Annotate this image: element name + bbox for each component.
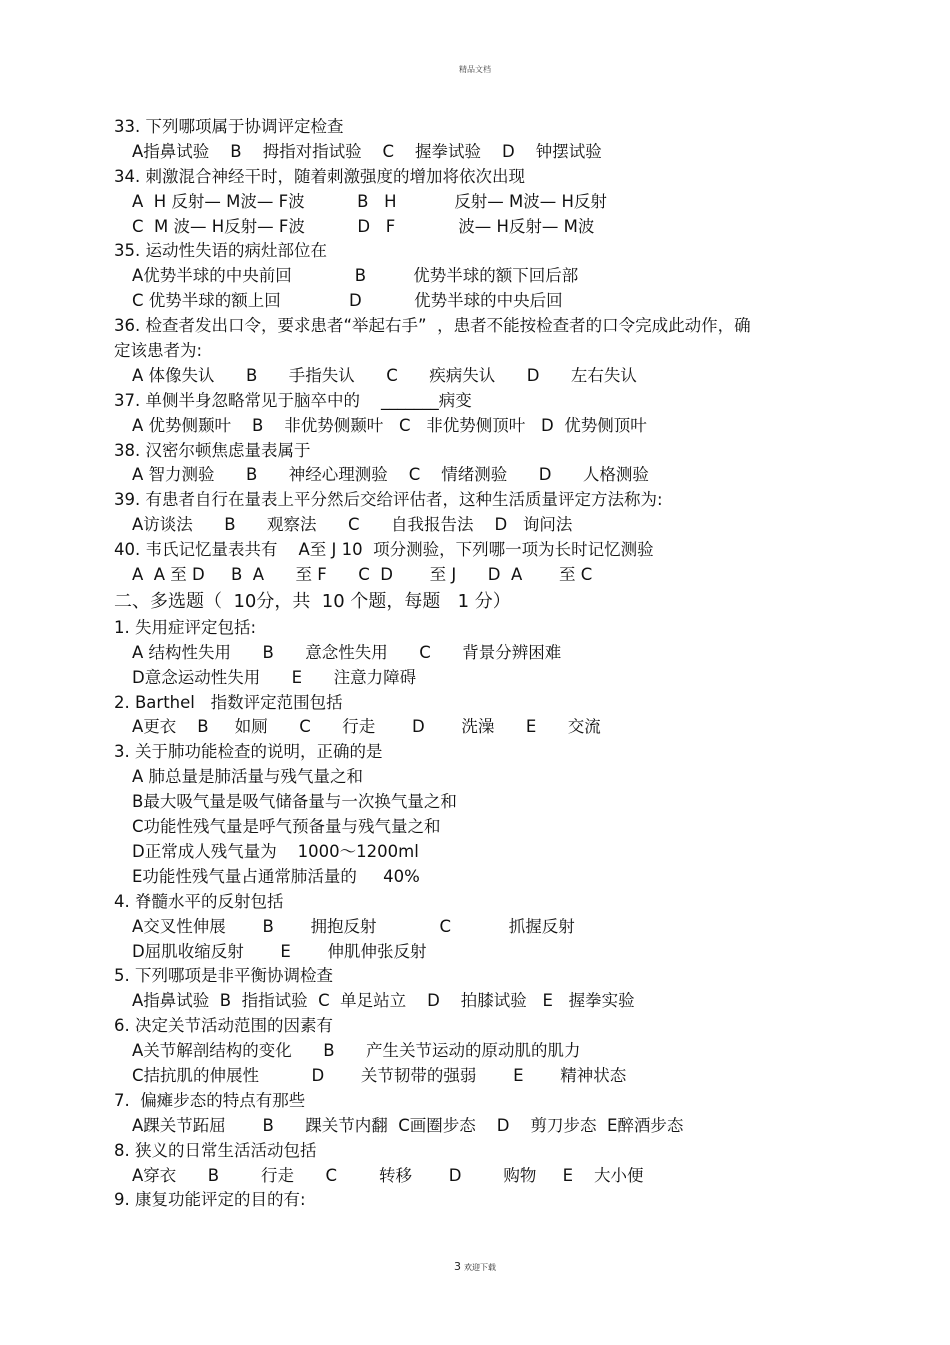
- answer-options: D意念运动性失用 E 注意力障碍: [132, 667, 417, 687]
- question-text: 39. 有患者自行在量表上平分然后交给评估者，这种生活质量评定方法称为:: [114, 490, 663, 510]
- question-text: 36. 检查者发出口令，要求患者“举起右手” ，患者不能按检查者的口令完成此动作，确: [114, 316, 751, 336]
- footer-note: 欢迎下载: [464, 1263, 496, 1272]
- question-text: 6. 决定关节活动范围的因素有: [114, 1016, 333, 1036]
- answer-options: A 智力测验 B 神经心理测验 C 情绪测验 D 人格测验: [132, 465, 649, 485]
- answer-options: C M 波— H反射— F波 D F 波— H反射— M波: [132, 216, 595, 236]
- question-text: 34. 刺激混合神经干时，随着刺激强度的增加将依次出现: [114, 166, 525, 186]
- answer-options: D屈肌收缩反射 E 伸肌伸张反射: [132, 941, 427, 961]
- question-text: 7. 偏瘫步态的特点有那些: [114, 1090, 306, 1110]
- question-text: 38. 汉密尔顿焦虑量表属于: [114, 440, 311, 460]
- question-text: 37. 单侧半身忽略常见于脑卒中的 _______病变: [114, 390, 472, 410]
- question-text: 35. 运动性失语的病灶部位在: [114, 241, 327, 261]
- question-text: 2. Barthel 指数评定范围包括: [114, 692, 343, 712]
- page-footer: [0, 1260, 950, 1273]
- answer-options: A 肺总量是肺活量与残气量之和: [132, 767, 364, 787]
- answer-options: C拮抗肌的伸展性 D 关节韧带的强弱 E 精神状态: [132, 1065, 627, 1085]
- answer-options: A关节解剖结构的变化 B 产生关节运动的原动肌的肌力: [132, 1041, 581, 1061]
- answer-options: E功能性残气量占通常肺活量的 40%: [132, 866, 420, 886]
- answer-options: A交叉性伸展 B 拥抱反射 C 抓握反射: [132, 916, 575, 936]
- question-text: 1. 失用症评定包括:: [114, 617, 257, 637]
- answer-options: B最大吸气量是吸气储备量与一次换气量之和: [132, 792, 457, 812]
- answer-options: A踝关节跖屈 B 踝关节内翻 C画圈步态 D 剪刀步态 E醉酒步态: [132, 1115, 684, 1135]
- question-text: 8. 狭义的日常生活活动包括: [114, 1140, 317, 1160]
- document-body: [114, 115, 834, 1213]
- answer-options: C功能性残气量是呼气预备量与残气量之和: [132, 817, 441, 837]
- answer-options: A A 至 D B A 至 F C D 至 J D A 至 C: [132, 565, 593, 585]
- question-text: 定该患者为:: [114, 341, 203, 361]
- page-header: 精品文档: [459, 65, 491, 74]
- answer-options: A指鼻试验 B 拇指对指试验 C 握拳试验 D 钟摆试验: [132, 141, 602, 161]
- question-text: 9. 康复功能评定的目的有:: [114, 1190, 306, 1210]
- question-text: 4. 脊髓水平的反射包括: [114, 891, 284, 911]
- answer-options: A 结构性失用 B 意念性失用 C 背景分辨困难: [132, 642, 562, 662]
- answer-options: A穿衣 B 行走 C 转移 D 购物 E 大小便: [132, 1165, 644, 1185]
- answer-options: A H 反射— M波— F波 B H 反射— M波— H反射: [132, 191, 607, 211]
- answer-options: C 优势半球的额上回 D 优势半球的中央后回: [132, 291, 563, 311]
- answer-options: A 优势侧颞叶 B 非优势侧颞叶 C 非优势侧顶叶 D 优势侧顶叶: [132, 415, 647, 435]
- page-number: 3: [454, 1260, 461, 1273]
- answer-options: A优势半球的中央前回 B 优势半球的额下回后部: [132, 266, 579, 286]
- question-text: 3. 关于肺功能检查的说明，正确的是: [114, 742, 383, 762]
- answer-options: A 体像失认 B 手指失认 C 疾病失认 D 左右失认: [132, 365, 637, 385]
- answer-options: A指鼻试验 B 指指试验 C 单足站立 D 拍膝试验 E 握拳实验: [132, 991, 635, 1011]
- answer-options: D正常成人残气量为 1000～1200ml: [132, 841, 419, 861]
- section-heading: 二、多选题（ 10分，共 10 个题，每题 1 分）: [114, 590, 511, 612]
- answer-options: A访谈法 B 观察法 C 自我报告法 D 询问法: [132, 515, 573, 535]
- question-text: 33. 下列哪项属于协调评定检查: [114, 117, 344, 136]
- question-text: 40. 韦氏记忆量表共有 A至 J 10 项分测验，下列哪一项为长时记忆测验: [114, 540, 654, 560]
- question-text: 5. 下列哪项是非平衡协调检查: [114, 966, 333, 986]
- answer-options: A更衣 B 如厕 C 行走 D 洗澡 E 交流: [132, 717, 601, 737]
